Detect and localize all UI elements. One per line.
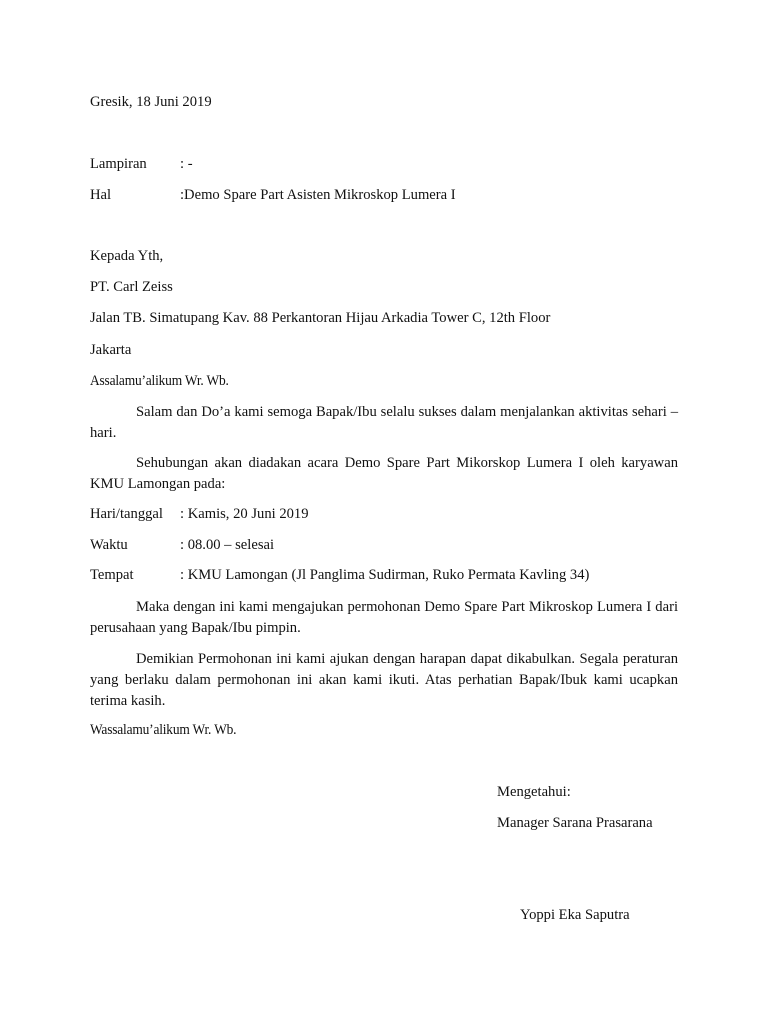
paragraph-1-text: Salam dan Do’a kami semoga Bapak/Ibu selalu sukses dalam menjalankan aktivitas sehari – hari.: [90, 404, 678, 441]
signature-position: Manager Sarana Prasarana: [497, 815, 653, 831]
schedule-time-label: Waktu: [90, 537, 128, 553]
paragraph-2: [90, 453, 678, 495]
paragraph-1: [90, 402, 678, 444]
closing: Wassalamu’alikum Wr. Wb.: [90, 722, 237, 738]
lampiran-label: Lampiran: [90, 156, 147, 172]
place-date: Gresik, 18 Juni 2019: [90, 94, 212, 110]
schedule-date-label: Hari/tanggal: [90, 506, 163, 522]
paragraph-3-text: Maka dengan ini kami mengajukan permohonan Demo Spare Part Mikroskop Lumera I dari perusahaan yang Bapak/Ibu pimpin.: [90, 599, 678, 636]
recipient-city: Jakarta: [90, 342, 132, 358]
schedule-date-value: : Kamis, 20 Juni 2019: [180, 506, 309, 522]
paragraph-4: [90, 649, 678, 712]
hal-label: Hal: [90, 187, 112, 203]
greeting: Assalamu’alikum Wr. Wb.: [90, 373, 229, 389]
lampiran-value: : -: [180, 156, 193, 172]
recipient-company: PT. Carl Zeiss: [90, 279, 173, 295]
schedule-place-label: Tempat: [90, 567, 134, 583]
paragraph-2-text: Sehubungan akan diadakan acara Demo Spare Part Mikorskop Lumera I oleh karyawan KMU Lamongan pada:: [90, 455, 678, 492]
signature-acknowledge: Mengetahui:: [497, 784, 571, 800]
recipient-kepada: Kepada Yth,: [90, 248, 164, 264]
hal-value: :Demo Spare Part Asisten Mikroskop Lumera I: [180, 187, 456, 203]
schedule-place-value: : KMU Lamongan (Jl Panglima Sudirman, Ruko Permata Kavling 34): [180, 567, 590, 583]
signature-name: Yoppi Eka Saputra: [520, 907, 630, 923]
schedule-time-value: : 08.00 – selesai: [180, 537, 275, 553]
paragraph-3: [90, 597, 678, 639]
paragraph-4-text: Demikian Permohonan ini kami ajukan dengan harapan dapat dikabulkan. Segala peraturan yang berlaku dalam permohonan ini akan kami ikuti. Atas perhatian Bapak/Ibuk kami ucapkan terima kasih.: [90, 651, 678, 709]
recipient-address: Jalan TB. Simatupang Kav. 88 Perkantoran Hijau Arkadia Tower C, 12th Floor: [90, 310, 551, 326]
